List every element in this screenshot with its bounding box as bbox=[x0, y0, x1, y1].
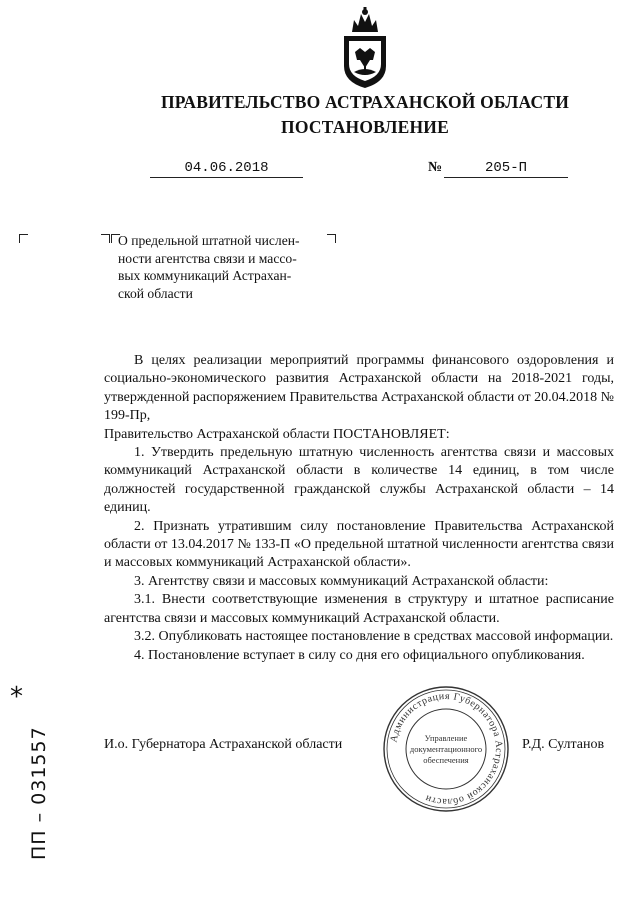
document-date: 04.06.2018 bbox=[150, 160, 303, 178]
seal-center-line: обеспечения bbox=[423, 755, 469, 765]
subject-line: вых коммуникаций Астрахан- bbox=[118, 268, 292, 283]
official-seal bbox=[381, 684, 511, 814]
corner-mark bbox=[101, 234, 110, 243]
serial-text: ПП – 031557 bbox=[28, 726, 50, 860]
subject-line: О предельной штатной числен- bbox=[118, 233, 300, 248]
seal-ring-text: Администрация Губернатора Астраханской области bbox=[388, 690, 505, 808]
paragraph: Правительство Астраханской области ПОСТАНОВЛЯЕТ: bbox=[104, 426, 450, 442]
document-body bbox=[104, 352, 614, 665]
coat-of-arms-icon bbox=[338, 6, 392, 90]
seal-center-line: Управление bbox=[424, 733, 468, 743]
paragraph: В целях реализации мероприятий программы финансового оздоровления и социально-экономического развития Астраханской области на 2018-2021 годы, утвержденной распоряжением Правительства Астраханской области от 20.04.2018 № 199-Пр, bbox=[104, 353, 614, 424]
seal-center-line: документационного bbox=[409, 744, 483, 754]
subject-line: ской области bbox=[118, 285, 193, 301]
corner-mark bbox=[19, 234, 28, 243]
document-type: ПОСТАНОВЛЕНИЕ bbox=[281, 117, 449, 137]
paragraph: 3.1. Внести соответствующие изменения в структуру и штатное расписание агентства связи и массовых коммуникаций Астраханской области. bbox=[104, 592, 614, 626]
paragraph: 3.2. Опубликовать настоящее постановление в средствах массовой информации. bbox=[134, 629, 614, 645]
document-subject bbox=[118, 232, 336, 302]
government-title: ПРАВИТЕЛЬСТВО АСТРАХАНСКОЙ ОБЛАСТИ bbox=[160, 92, 570, 112]
paragraph: 1. Утвердить предельную штатную численность агентства связи и массовых коммуникаций Астраханской области в количестве 14 единиц, в том числе должностей государственной гражданской службы Астраханской области – 14 единиц. bbox=[104, 445, 614, 516]
signatory-position: И.о. Губернатора Астраханской области bbox=[104, 737, 343, 752]
document-number: 205-П bbox=[444, 160, 568, 178]
paragraph: 2. Признать утратившим силу постановление Правительства Астраханской области от 13.04.2017 № 133-П «О предельной штатной численности агентства связи и массовых коммуникаций Астраханской области». bbox=[104, 518, 614, 571]
subject-line: ности агентства связи и массо- bbox=[118, 250, 297, 266]
paragraph: 4. Постановление вступает в силу со дня его официального опубликования. bbox=[134, 647, 585, 663]
side-serial-number bbox=[14, 700, 50, 860]
signatory-name: Р.Д. Султанов bbox=[522, 737, 605, 752]
number-label: № bbox=[428, 160, 443, 175]
paragraph: 3. Агентству связи и массовых коммуникаций Астраханской области: bbox=[134, 573, 549, 589]
star-mark: * bbox=[10, 682, 23, 712]
